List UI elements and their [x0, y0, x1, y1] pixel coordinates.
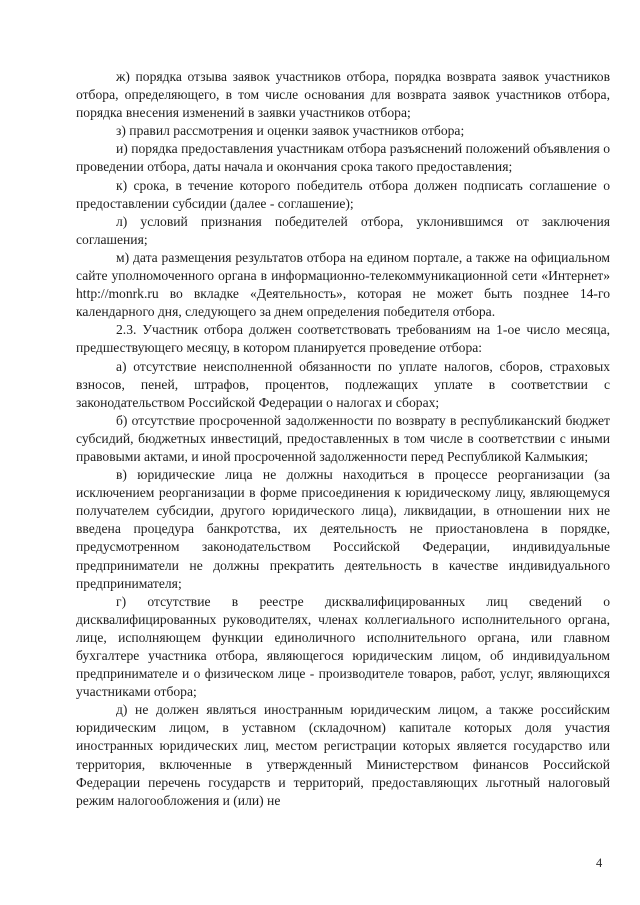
paragraph-zh: ж) порядка отзыва заявок участников отбора, порядка возврата заявок участников отбора, определяющего, в том числе основания для возврата заявок участников отбора, порядка внесения изменений в заявки участников отбора;: [76, 69, 610, 121]
document-body: [76, 68, 610, 810]
paragraph-l: л) условий признания победителей отбора, уклонившимся от заключения соглашения;: [76, 213, 610, 247]
paragraph-k: к) срока, в течение которого победитель отбора должен подписать соглашение о предоставлении субсидии (далее - соглашение);: [76, 177, 610, 211]
paragraph-2-3: 2.3. Участник отбора должен соответствовать требованиям на 1-ое число месяца, предшествующего месяцу, в котором планируется проведение отбора:: [76, 322, 610, 356]
paragraph-m: м) дата размещения результатов отбора на едином портале, а также на официальном сайте уполномоченного органа в информационно-телекоммуникационной сети «Интернет» http://monrk.ru во вкладке «Деятельность», которая не может быть позднее 14-го календарного дня, следующего за днем определения победителя отбора.: [76, 249, 610, 320]
page-number: 4: [596, 856, 603, 870]
paragraph-a: а) отсутствие неисполненной обязанности по уплате налогов, сборов, страховых взносов, пеней, штрафов, процентов, подлежащих уплате в соответствии с законодательством Российской Федерации о налогах и сборах;: [76, 358, 610, 410]
paragraph-g: г) отсутствие в реестре дисквалифицированных лиц сведений о дисквалифицированных руководителях, членах коллегиального исполнительного органа, лице, исполняющем функции единоличного исполнительного органа, или главном бухгалтере участника отбора, являющегося юридическим лицом, об индивидуальном предпринимателе и о физическом лице - производителе товаров, работ, услуг, являющихся участниками отбора;: [76, 593, 610, 700]
paragraph-i: и) порядка предоставления участникам отбора разъяснений положений объявления о проведении отбора, даты начала и окончания срока такого предоставления;: [76, 141, 610, 175]
paragraph-d: д) не должен являться иностранным юридическим лицом, а также российским юридическим лицом, в уставном (складочном) капитале которых доля участия иностранных юридических лиц, местом регистрации которых является государство или территория, включенные в утвержденный Министерством финансов Российской Федерации перечень государств и территорий, предоставляющих льготный налоговый режим налогообложения и (или) не: [76, 702, 610, 808]
paragraph-v: в) юридические лица не должны находиться в процессе реорганизации (за исключением реорганизации в форме присоединения к юридическому лицу, являющемуся получателем субсидии, другого юридического лица), ликвидации, в отношении них не введена процедура банкротства, их деятельность не приостановлена в порядке, предусмотренном законодательством Российской Федерации, индивидуальные предприниматели не должны прекратить деятельность в качестве индивидуального предпринимателя;: [76, 467, 610, 591]
paragraph-z: з) правил рассмотрения и оценки заявок участников отбора;: [116, 123, 465, 139]
paragraph-b: б) отсутствие просроченной задолженности по возврату в республиканский бюджет субсидий, бюджетных инвестиций, предоставленных в том числе в соответствии с иными правовыми актами, и иной просроченной задолженности перед Республикой Калмыкия;: [76, 412, 610, 464]
